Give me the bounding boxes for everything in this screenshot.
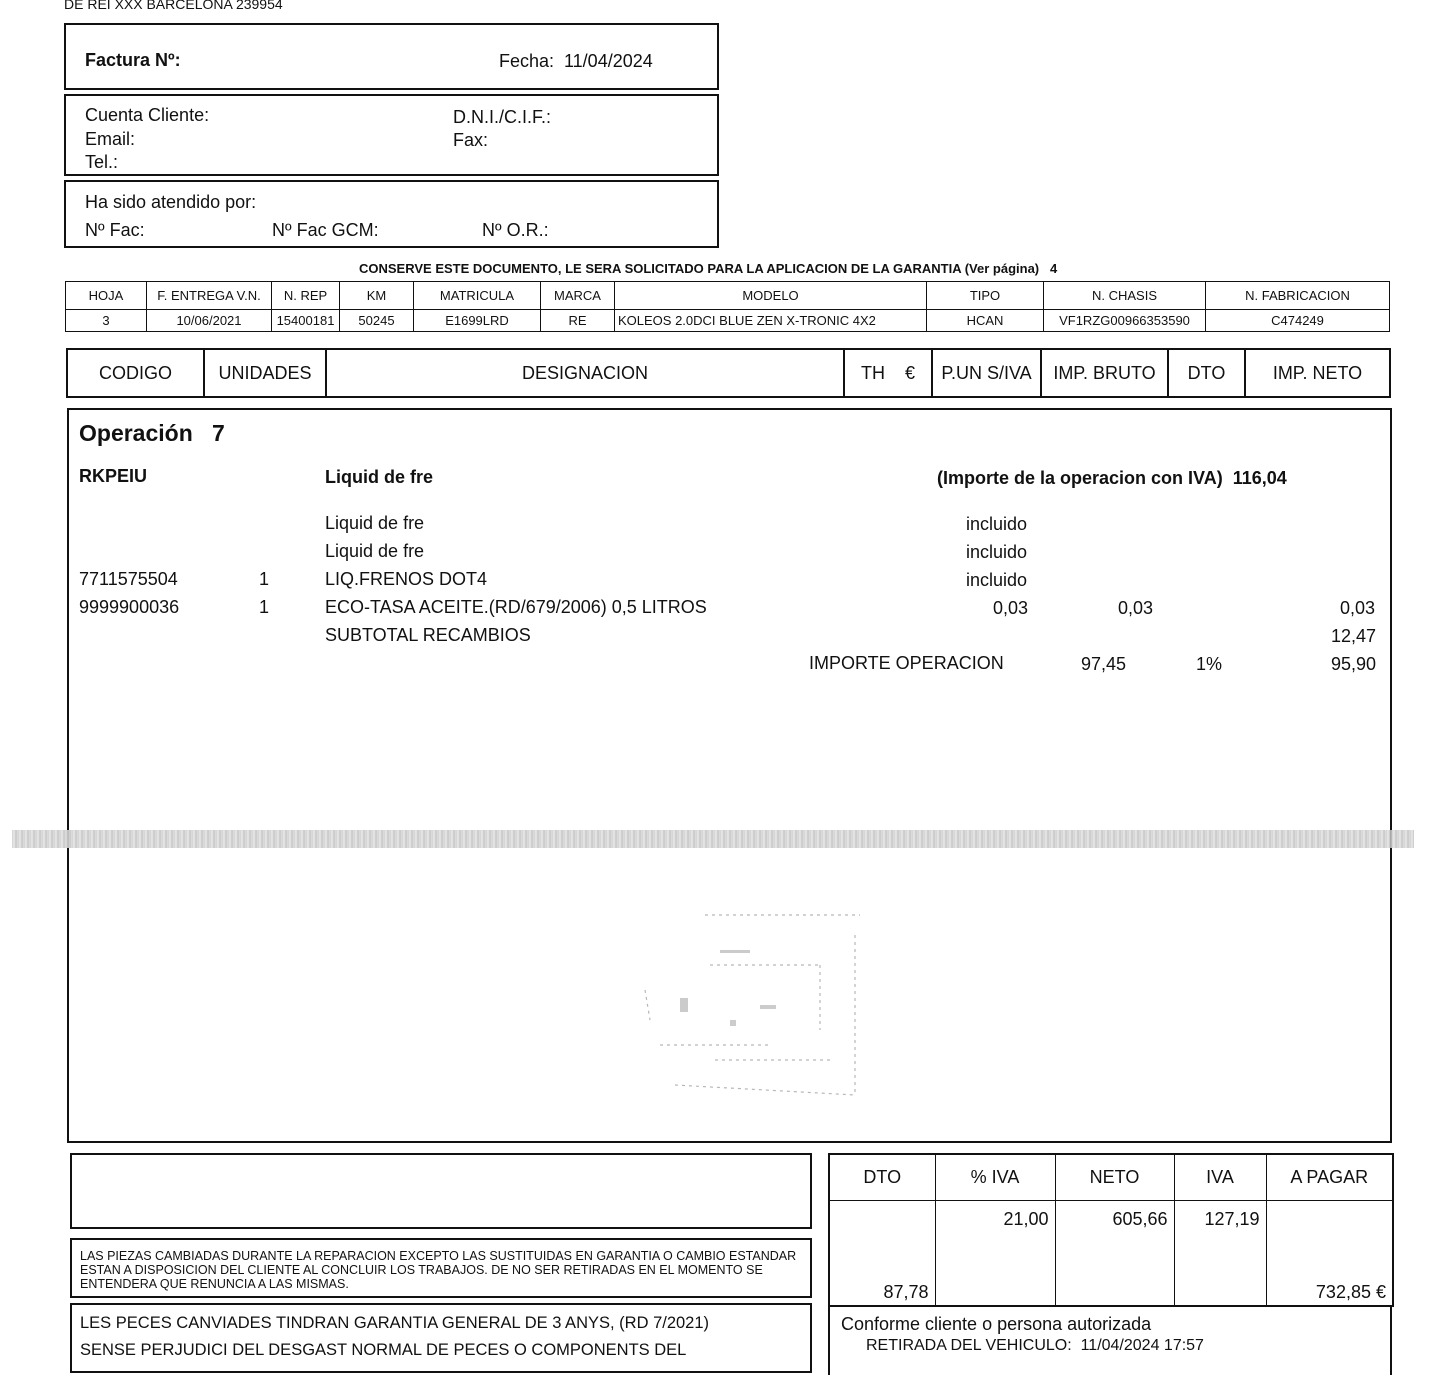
vh-chasis: N. CHASIS <box>1044 282 1206 310</box>
tot-dto: 87,78 <box>829 1200 935 1306</box>
vh-km: KM <box>340 282 414 310</box>
tot-h-iva: IVA <box>1174 1154 1266 1200</box>
operation-code: RKPEIU <box>79 466 148 486</box>
col-pun-siva: P.UN S/IVA <box>932 349 1041 397</box>
conforme-label: Conforme cliente o persona autorizada <box>841 1314 1152 1334</box>
importe-neto: 95,90 <box>1331 654 1377 674</box>
warranty-page: 4 <box>1049 261 1058 276</box>
vehicle-value-row <box>66 310 1390 332</box>
attended-box <box>64 180 719 248</box>
fax-label: Fax: <box>453 130 489 150</box>
totals-table <box>828 1153 1394 1307</box>
legal-text-1: LAS PIEZAS CAMBIADAS DURANTE LA REPARACION EXCEPTO LAS SUSTITUIDAS EN GARANTIA O CAMBIO ESTANDAR ESTAN A DISPOSICION DEL CLIENTE AL CONCLUIR LOS TRABAJOS. DE NO SER RETIRADAS EN EL MOMENTO SE ENTENDERA QUE RENUNCIA A LAS MISMAS. <box>80 1249 797 1291</box>
col-dto: DTO <box>1168 349 1245 397</box>
invoice-date-value: 11/04/2024 <box>564 51 653 71</box>
invoice-number-label: Factura Nº: <box>85 50 181 70</box>
vv-nrep: 15400181 <box>272 310 340 332</box>
tot-h-neto: NETO <box>1055 1154 1174 1200</box>
totals-header-row <box>829 1154 1393 1200</box>
attended-by-label: Ha sido atendido por: <box>85 192 257 212</box>
tot-neto: 605,66 <box>1055 1200 1174 1306</box>
tot-h-dto: DTO <box>829 1154 935 1200</box>
warranty-notice: CONSERVE ESTE DOCUMENTO, LE SERA SOLICITADO PARA LA APLICACION DE LA GARANTIA (Ver página) 4 <box>359 261 1058 276</box>
operation-iva: (Importe de la operacion con IVA) 116,04 <box>937 468 1287 488</box>
client-box <box>64 94 719 176</box>
importe-bruto: 97,45 <box>1081 654 1127 674</box>
vh-fabricacion: N. FABRICACION <box>1206 282 1390 310</box>
invoice-box <box>64 23 719 90</box>
stamp-image <box>620 910 860 1100</box>
nfac-label: Nº Fac: <box>85 220 145 240</box>
vv-matricula: E1699LRD <box>414 310 541 332</box>
invoice-date-label: Fecha: <box>499 51 555 71</box>
column-header-table <box>66 348 1391 398</box>
notes-box <box>70 1153 812 1229</box>
vh-tipo: TIPO <box>927 282 1044 310</box>
vv-chasis: VF1RZG00966353590 <box>1044 310 1206 332</box>
vh-matricula: MATRICULA <box>414 282 541 310</box>
scan-band <box>12 830 1414 848</box>
vh-nrep: N. REP <box>272 282 340 310</box>
vv-fabricacion: C474249 <box>1206 310 1390 332</box>
vh-entrega: F. ENTREGA V.N. <box>147 282 272 310</box>
retirada-line: RETIRADA DEL VEHICULO: 11/04/2024 17:57 <box>866 1337 1204 1354</box>
vh-marca: MARCA <box>541 282 615 310</box>
account-label: Cuenta Cliente: <box>85 105 210 125</box>
vh-hoja: HOJA <box>66 282 147 310</box>
legal-text-2-line1: LES PECES CANVIADES TINDRAN GARANTIA GENERAL DE 3 ANYS, (RD 7/2021) <box>80 1314 710 1332</box>
email-label: Email: <box>85 129 136 149</box>
vehicle-header-row <box>66 282 1390 310</box>
vv-tipo: HCAN <box>927 310 1044 332</box>
col-imp-bruto: IMP. BRUTO <box>1041 349 1168 397</box>
tot-pct: 21,00 <box>935 1200 1055 1306</box>
col-th-euro: TH € <box>844 349 932 397</box>
signature-box <box>828 1305 1392 1375</box>
vv-hoja: 3 <box>66 310 147 332</box>
legal-box-1 <box>70 1238 812 1298</box>
dealer-address: DE REI XXX BARCELONA 239954 <box>64 0 283 12</box>
subtotal-label: SUBTOTAL RECAMBIOS <box>325 625 531 645</box>
legal-box-2 <box>70 1303 812 1373</box>
importe-label: IMPORTE OPERACION <box>809 653 1004 673</box>
vv-marca: RE <box>541 310 615 332</box>
col-codigo: CODIGO <box>67 349 204 397</box>
nor-label: Nº O.R.: <box>482 220 549 240</box>
tot-h-pct: % IVA <box>935 1154 1055 1200</box>
vv-entrega: 10/06/2021 <box>147 310 272 332</box>
col-imp-neto: IMP. NETO <box>1245 349 1390 397</box>
tot-iva: 127,19 <box>1174 1200 1266 1306</box>
col-designacion: DESIGNACION <box>326 349 844 397</box>
vv-km: 50245 <box>340 310 414 332</box>
tel-label: Tel.: <box>85 152 119 172</box>
col-unidades: UNIDADES <box>204 349 326 397</box>
legal-text-2-line2: SENSE PERJUDICI DEL DESGAST NORMAL DE PECES O COMPONENTS DEL <box>80 1341 687 1359</box>
dni-label: D.N.I./C.I.F.: <box>453 107 552 127</box>
subtotal-value: 12,47 <box>1331 626 1377 646</box>
totals-value-row <box>829 1200 1393 1306</box>
vh-modelo: MODELO <box>615 282 927 310</box>
nfac-gcm-label: Nº Fac GCM: <box>272 220 379 240</box>
tot-h-pagar: A PAGAR <box>1266 1154 1393 1200</box>
tot-a-pagar: 732,85 € <box>1266 1200 1393 1306</box>
importe-dto: 1% <box>1196 654 1223 674</box>
vehicle-table <box>65 281 1390 332</box>
operation-name: Liquid de fre <box>325 467 433 487</box>
operation-title: Operación 7 <box>79 420 225 446</box>
vv-modelo: KOLEOS 2.0DCI BLUE ZEN X-TRONIC 4X2 <box>615 310 927 332</box>
